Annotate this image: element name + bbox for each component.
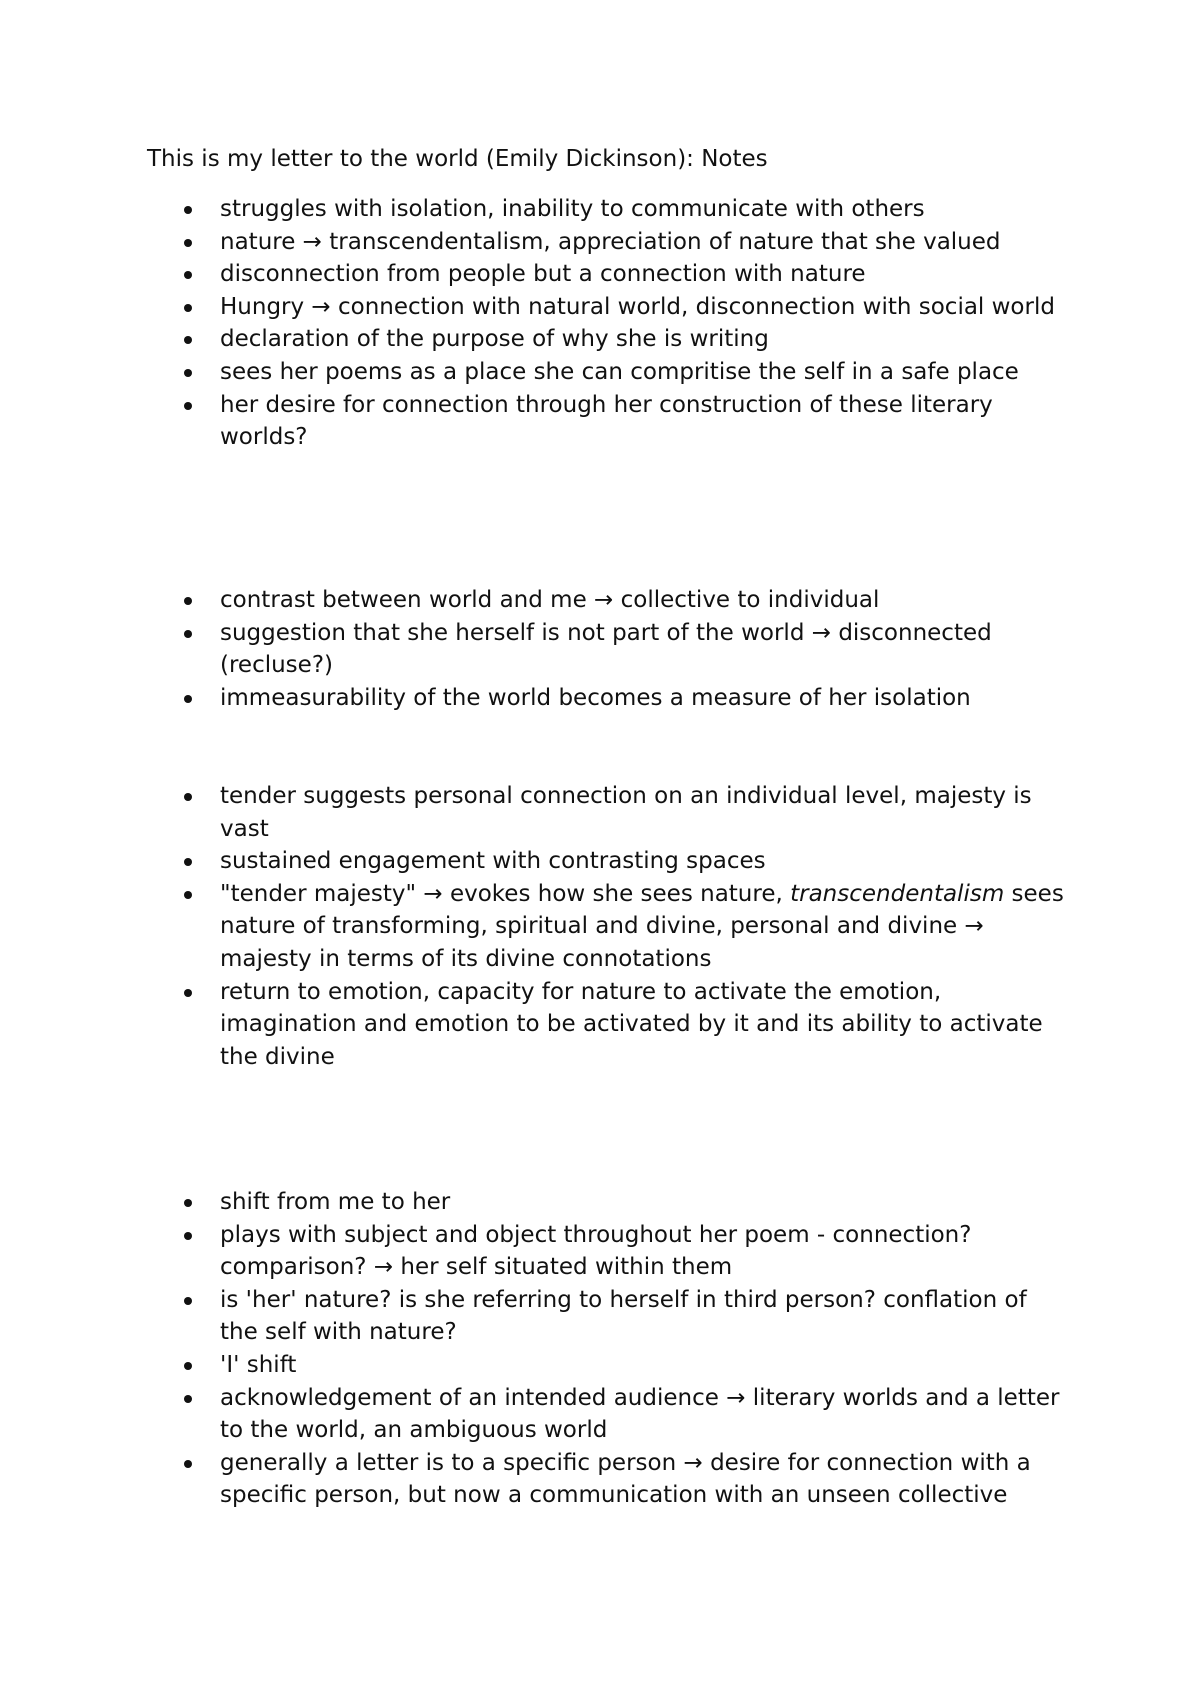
- list-item: [0, 682, 1200, 715]
- bullet-icon: [184, 891, 192, 899]
- list-item-text: disconnection from people but a connection with nature: [220, 261, 866, 288]
- notes-section-2: [0, 584, 1200, 714]
- list-item: [0, 845, 1200, 878]
- list-item-text: contrast between world and me → collective to individual: [220, 587, 880, 613]
- list-item: [0, 258, 1200, 291]
- bullet-icon: [184, 1232, 192, 1240]
- bullet-icon: [184, 369, 192, 377]
- list-item-text: sees her poems as a place she can compritise the self in a safe place: [220, 358, 1019, 385]
- list-item-text-after: sees nature of transforming, spiritual and divine, personal and divine → majesty in terms of its divine connotations: [220, 880, 1064, 972]
- list-item: [0, 584, 1200, 617]
- list-item: [0, 1284, 1200, 1349]
- list-item-text: her desire for connection through her construction of these literary worlds?: [220, 391, 993, 451]
- list-item: [0, 1349, 1200, 1382]
- bullet-icon: [184, 402, 192, 410]
- bullet-icon: [184, 597, 192, 605]
- bullet-icon: [184, 1460, 192, 1468]
- bullet-icon: [184, 630, 192, 638]
- bullet-icon: [184, 695, 192, 703]
- italic-term: transcendentalism: [790, 880, 1005, 907]
- bullet-icon: [184, 1297, 192, 1305]
- bullet-icon: [184, 793, 192, 801]
- bullet-icon: [184, 1395, 192, 1403]
- bullet-icon: [184, 239, 192, 247]
- list-item-text: acknowledgement of an intended audience → literary worlds and a letter to the world, an ambiguous world: [220, 1384, 1060, 1444]
- page-title: This is my letter to the world (Emily Dickinson): Notes: [147, 146, 768, 172]
- list-item-text: plays with subject and object throughout her poem - connection? comparison? → her self situated within them: [220, 1221, 972, 1281]
- list-item: [0, 878, 1200, 976]
- bullet-icon: [184, 271, 192, 279]
- list-item-text: 'I' shift: [220, 1351, 297, 1378]
- list-item-text: Hungry → connection with natural world, disconnection with social world: [220, 293, 1055, 320]
- list-item: [0, 976, 1200, 1074]
- list-item-text: tender suggests personal connection on an individual level, majesty is vast: [220, 783, 1032, 842]
- list-item-text: is 'her' nature? is she referring to herself in third person? conflation of the self with nature?: [220, 1286, 1027, 1346]
- notes-section-3: [0, 780, 1200, 1073]
- bullet-icon: [184, 206, 192, 214]
- list-item: [0, 356, 1200, 389]
- list-item: [0, 291, 1200, 324]
- bullet-icon: [184, 336, 192, 344]
- list-item-text: immeasurability of the world becomes a measure of her isolation: [220, 684, 971, 711]
- list-item-text: struggles with isolation, inability to communicate with others: [220, 196, 925, 222]
- list-item-text-before: "tender majesty" → evokes how she sees nature,: [220, 880, 791, 907]
- list-item-text: declaration of the purpose of why she is writing: [220, 326, 769, 353]
- list-item-text: nature → transcendentalism, appreciation of nature that she valued: [220, 228, 1001, 255]
- list-item: [0, 193, 1200, 226]
- list-item: [0, 1186, 1200, 1219]
- list-item-text: return to emotion, capacity for nature to activate the emotion, imagination and emotion to be activated by it and its ability to activate the divine: [220, 978, 1043, 1070]
- list-item: [0, 1447, 1200, 1512]
- list-item: [0, 780, 1200, 845]
- list-item-text: shift from me to her: [220, 1189, 451, 1215]
- bullet-icon: [184, 858, 192, 866]
- list-item-text: generally a letter is to a specific person → desire for connection with a specific person, but now a communication with an unseen collective: [220, 1449, 1031, 1509]
- list-item-text: suggestion that she herself is not part of the world → disconnected (recluse?): [220, 619, 992, 679]
- list-item: [0, 1219, 1200, 1284]
- bullet-icon: [184, 1199, 192, 1207]
- list-item: [0, 1382, 1200, 1447]
- list-item: [0, 617, 1200, 682]
- bullet-icon: [184, 989, 192, 997]
- list-item-text: sustained engagement with contrasting spaces: [220, 848, 766, 875]
- list-item: [0, 389, 1200, 454]
- bullet-icon: [184, 304, 192, 312]
- list-item: [0, 323, 1200, 356]
- notes-section-4: [0, 1186, 1200, 1512]
- bullet-icon: [184, 1362, 192, 1370]
- list-item: [0, 226, 1200, 259]
- notes-section-1: [0, 193, 1200, 454]
